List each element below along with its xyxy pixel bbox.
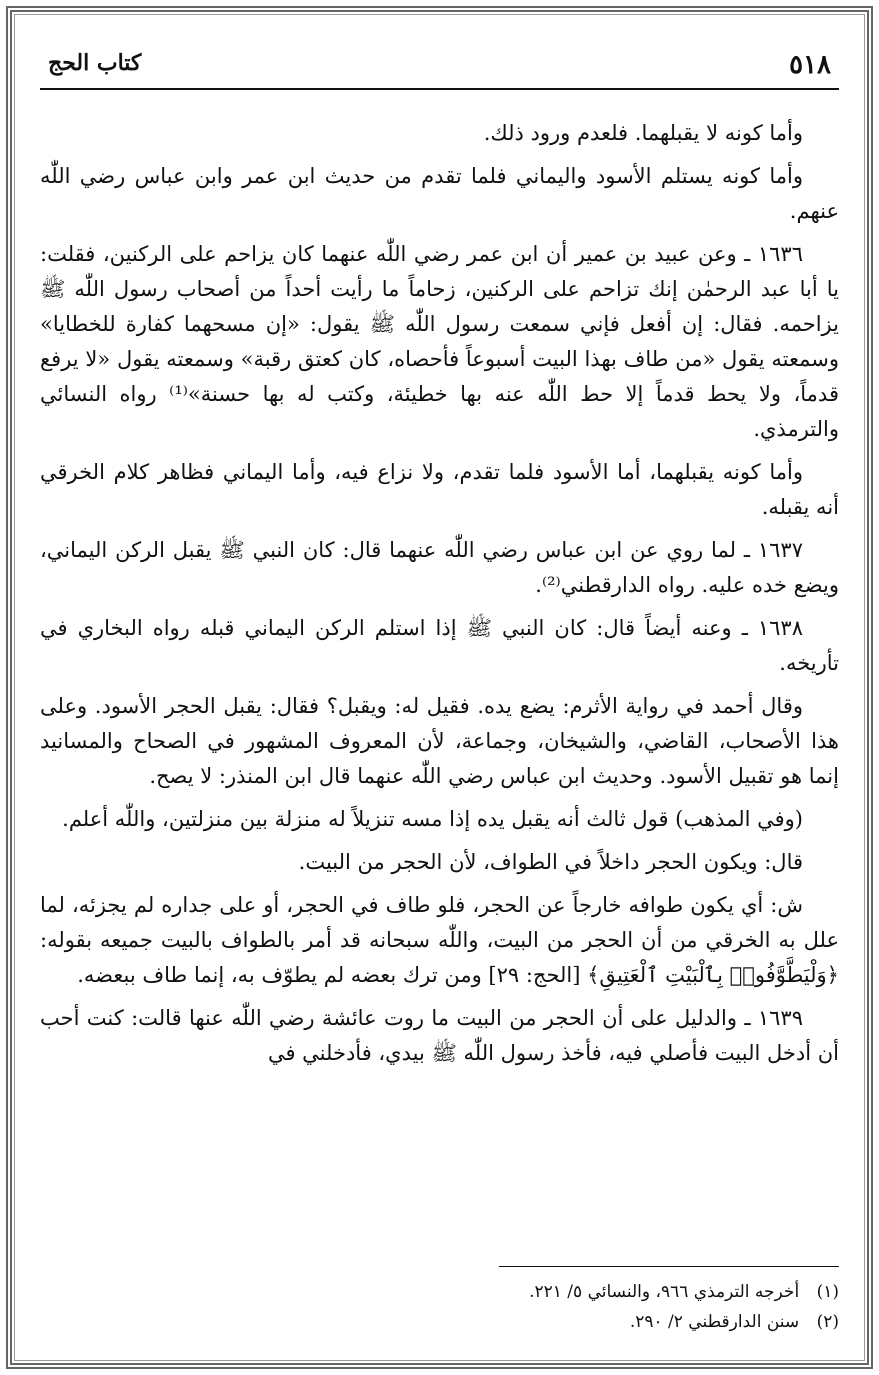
footnote-number: (٢) (816, 1312, 839, 1332)
book-title: كتاب الحج (48, 50, 142, 76)
footnote-text: أخرجه الترمذي ٩٦٦، والنسائي ٥/ ٢٢١. (529, 1282, 800, 1302)
footnote-2 (499, 1307, 839, 1337)
page (40, 40, 839, 1340)
footnote-text: سنن الدارقطني ٢/ ٢٩٠. (629, 1312, 800, 1332)
footnote-1 (499, 1277, 839, 1307)
paragraph: ١٦٣٩ ـ والدليل على أن الحجر من البيت ما روت عائشة رضي اللّٰه عنها قالت: كنت أحب أن أدخل البيت فأصلي فيه، فأخذ رسول اللّٰه ﷺ بيدي، فأدخلني في (40, 1006, 839, 1065)
paragraph: ١٦٣٧ ـ لما روي عن ابن عباس رضي اللّٰه عنهما قال: كان النبي ﷺ يقبل الركن اليماني، ويضع خده عليه. رواه الدارقطني⁽²⁾. (40, 538, 839, 597)
page-header (40, 40, 839, 90)
footnote-number: (١) (816, 1282, 839, 1302)
paragraph: ١٦٣٦ ـ وعن عبيد بن عمير أن ابن عمر رضي اللّٰه عنهما كان يزاحم على الركنين، فقلت: يا أبا عبد الرحمٰن إنك تزاحم على الركنين، زحاماً ما رأيت أحداً من أصحاب رسول اللّٰه ﷺ يزاحمه. فقال: إن أفعل فإني سمعت رسول اللّٰه ﷺ يقول: «إن مسحهما كفارة للخطايا» وسمعته يقول «من طاف بهذا البيت أسبوعاً فأحصاه، كان كعتق رقبة» وسمعته يقول «لا يرفع قدماً، ولا يحط قدماً إلا حط اللّٰه عنه بها خطيئة، وكتب له بها حسنة»⁽¹⁾ رواه النسائي والترمذي. (40, 242, 839, 441)
paragraph: (وفي المذهب) قول ثالث أنه يقبل يده إذا مسه تنزيلاً له منزلة بين منزلتين، واللّٰه أعلم. (62, 807, 803, 831)
footnotes (499, 1266, 839, 1337)
body-text (40, 116, 839, 1079)
paragraph: وأما كونه لا يقبلهما. فلعدم ورود ذلك. (483, 121, 803, 145)
paragraph: وأما كونه يقبلهما، أما الأسود فلما تقدم، ولا نزاع فيه، وأما اليماني فظاهر كلام الخرقي أنه يقبله. (40, 460, 839, 519)
paragraph: ١٦٣٨ ـ وعنه أيضاً قال: كان النبي ﷺ إذا استلم الركن اليماني قبله رواه البخاري في تأريخه. (40, 616, 839, 675)
paragraph: وقال أحمد في رواية الأثرم: يضع يده. فقيل له: ويقبل؟ فقال: يقبل الحجر الأسود. وعلى هذا الأصحاب، القاضي، والشيخان، وجماعة، لأن المعروف المشهور في الصحاح والمسانيد إنما هو تقبيل الأسود. وحديث ابن عباس رضي اللّٰه عنهما قال ابن المنذر: لا يصح. (40, 694, 839, 788)
paragraph: قال: ويكون الحجر داخلاً في الطواف، لأن الحجر من البيت. (298, 850, 803, 874)
page-number: ٥١٨ (789, 50, 831, 80)
paragraph: وأما كونه يستلم الأسود واليماني فلما تقدم من حديث ابن عمر وابن عباس رضي اللّٰه عنهم. (40, 164, 839, 223)
paragraph: ش: أي يكون طوافه خارجاً عن الحجر، فلو طاف في الحجر، أو على جداره لم يجزئه، لما علل به الخرقي من أن الحجر من البيت، واللّٰه سبحانه قد أمر بالطواف بالبيت جميعه بقوله: ﴿وَلْيَطَّوَّفُوا۟ بِٱلْبَيْتِ ٱلْعَتِيقِ﴾ [الحج: ٢٩] ومن ترك بعضه لم يطوّف به، إنما طاف ببعضه. (40, 893, 839, 987)
